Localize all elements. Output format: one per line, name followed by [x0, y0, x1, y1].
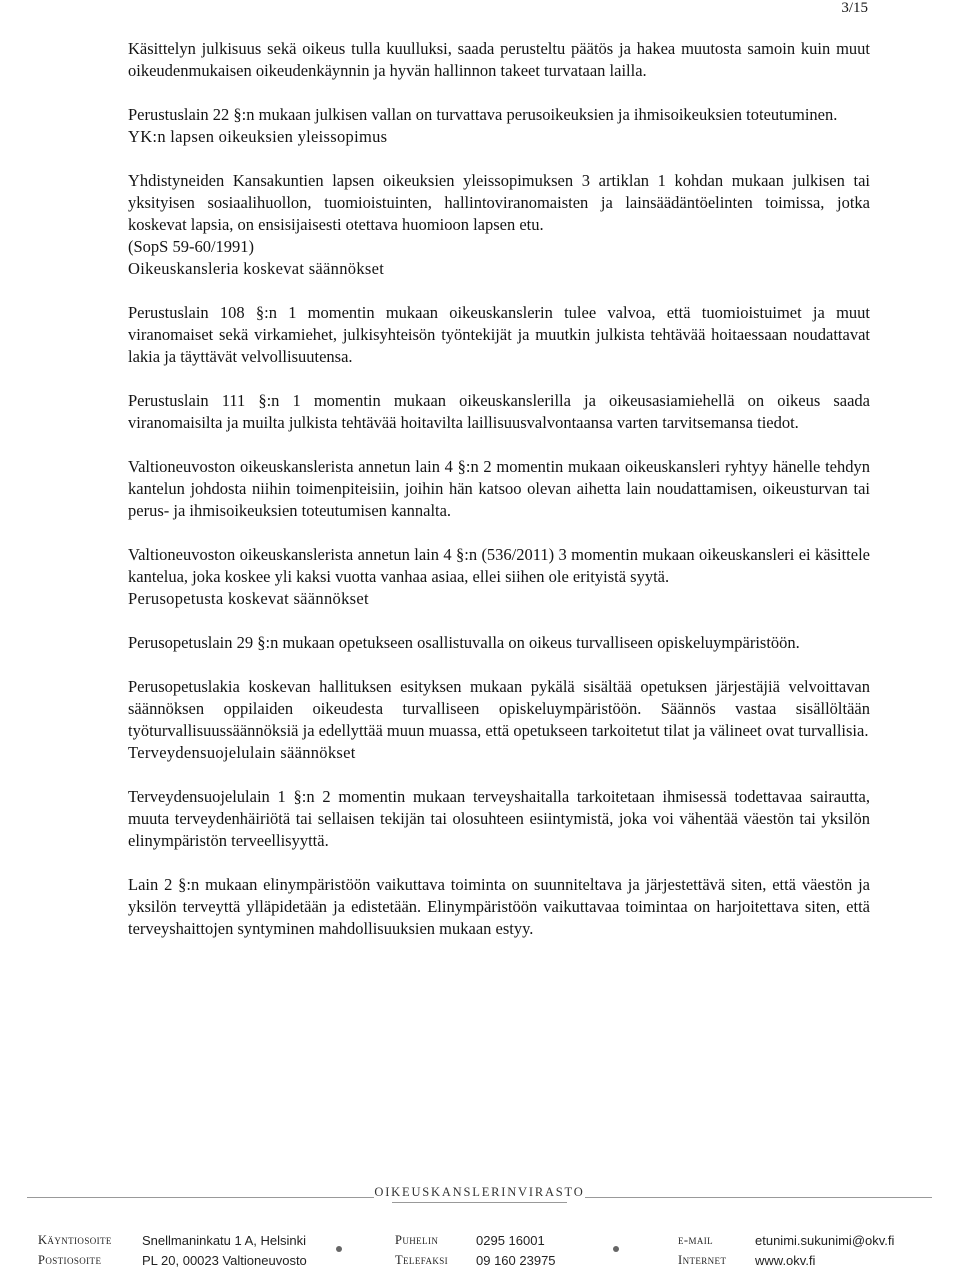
section-heading: YK:n lapsen oikeuksien yleissopimus — [128, 127, 388, 146]
document-body — [128, 38, 870, 940]
section-heading: Perusopetusta koskevat säännökset — [128, 589, 369, 608]
bullet-separator — [336, 1246, 342, 1252]
postal-address-label: Postiosoite — [38, 1253, 102, 1267]
paragraph: Yhdistyneiden Kansakuntien lapsen oikeuksien yleissopimuksen 3 artiklan 1 kohdan mukaan julkisen tai yksityisen sosiaalihuollon, tuomioistuinten, hallintoviranomaisten ja lainsäädäntöelinten toimissa, jotka koskevat lapsia, on ensisijaisesti otettava huomioon lapsen etu. — [128, 171, 870, 234]
bullet-separator — [613, 1246, 619, 1252]
paragraph: Perustuslain 111 §:n 1 momentin mukaan oikeuskanslerilla ja oikeusasiamiehellä on oikeus saada viranomaisilta ja muilta julkista tehtävää hoitavilta laillisuusvalvontaansa varten tarvitsemansa tiedot. — [128, 391, 870, 432]
footer-row — [38, 1233, 918, 1253]
citation: (SopS 59-60/1991) — [128, 237, 255, 256]
organization-underline — [392, 1202, 567, 1203]
email-label: e-mail — [678, 1233, 714, 1247]
paragraph: Perustuslain 108 §:n 1 momentin mukaan oikeuskanslerin tulee valvoa, että tuomioistuimet ja muut viranomaiset sekä virkamiehet, julkisyhteisön työntekijät ja muutkin julkista tehtävää hoitaessaan noudattavat lakia ja täyttävät velvollisuutensa. — [128, 303, 870, 366]
internet-value[interactable]: www.okv.fi — [755, 1253, 816, 1268]
visit-address-label: Käyntiosoite — [38, 1233, 112, 1247]
fax-label: Telefaksi — [395, 1253, 449, 1267]
section-heading: Oikeuskansleria koskevat säännökset — [128, 259, 385, 278]
paragraph: Perustuslain 22 §:n mukaan julkisen vallan on turvattava perusoikeuksien ja ihmisoikeuksien toteutuminen. — [128, 105, 838, 124]
paragraph: Valtioneuvoston oikeuskanslerista annetun lain 4 §:n (536/2011) 3 momentin mukaan oikeuskansleri ei käsittele kantelua, joka koskee yli kaksi vuotta vanhaa asiaa, ellei siihen ole erityistä syytä. — [128, 545, 870, 586]
paragraph: Käsittelyn julkisuus sekä oikeus tulla kuulluksi, saada perusteltu päätös ja hakea muutosta samoin kuin muut oikeudenmukaisen oikeudenkäynnin ja hyvän hallinnon takeet turvataan lailla. — [128, 39, 870, 80]
visit-address-value: Snellmaninkatu 1 A, Helsinki — [142, 1233, 307, 1248]
phone-value: 0295 16001 — [476, 1233, 545, 1248]
fax-value: 09 160 23975 — [476, 1253, 556, 1268]
organization-name: OIKEUSKANSLERINVIRASTO — [374, 1185, 585, 1199]
paragraph: Valtioneuvoston oikeuskanslerista annetun lain 4 §:n 2 momentin mukaan oikeuskansleri ryhtyy hänelle tehdyn kantelun johdosta niihin toimenpiteisiin, joihin hän katsoo olevan aihetta lain noudattamisen, oikeusturvan tai perus- ja ihmisoikeuksien toteutumisen kannalta. — [128, 457, 870, 520]
paragraph: Perusopetuslain 29 §:n mukaan opetukseen osallistuvalla on oikeus turvalliseen opiskeluympäristöön. — [128, 633, 800, 652]
page-number: 3/15 — [841, 0, 868, 16]
phone-label: Puhelin — [395, 1233, 439, 1247]
email-value[interactable]: etunimi.sukunimi@okv.fi — [755, 1233, 895, 1248]
paragraph: Lain 2 §:n mukaan elinympäristöön vaikuttava toiminta on suunniteltava ja järjestettävä siten, että väestön ja yksilön terveyttä ylläpidetään ja edistetään. Elinympäristöön vaikuttavaa toimintaa on harjoitettava siten, että terveyshaittojen syntyminen mahdollisuuksien mukaan estyy. — [128, 875, 870, 938]
section-heading: Terveydensuojelulain säännökset — [128, 743, 356, 762]
footer-divider — [27, 1197, 374, 1198]
paragraph: Terveydensuojelulain 1 §:n 2 momentin mukaan terveyshaitalla tarkoitetaan ihmisessä todettavaa sairautta, muuta terveydenhäiriötä tai sellaisen tekijän tai olosuhteen esiintymistä, joka voi vähentää väestön tai yksilön elinympäristön terveellisyyttä. — [128, 787, 870, 850]
internet-label: Internet — [678, 1253, 727, 1267]
footer-contact-info — [38, 1233, 918, 1273]
postal-address-value: PL 20, 00023 Valtioneuvosto — [142, 1253, 307, 1268]
footer-divider — [585, 1197, 932, 1198]
footer-row — [38, 1253, 918, 1273]
paragraph: Perusopetuslakia koskevan hallituksen esityksen mukaan pykälä sisältää opetuksen järjestäjiä velvoittavan säännöksen oppilaiden oikeudesta turvalliseen opiskeluympäristöön. Säännös vastaa sisällöltään työturvallisuussäännöksiä ja edellyttää muun muassa, että opetukseen tarkoitetut tilat ja välineet ovat turvallisia. — [128, 677, 870, 740]
